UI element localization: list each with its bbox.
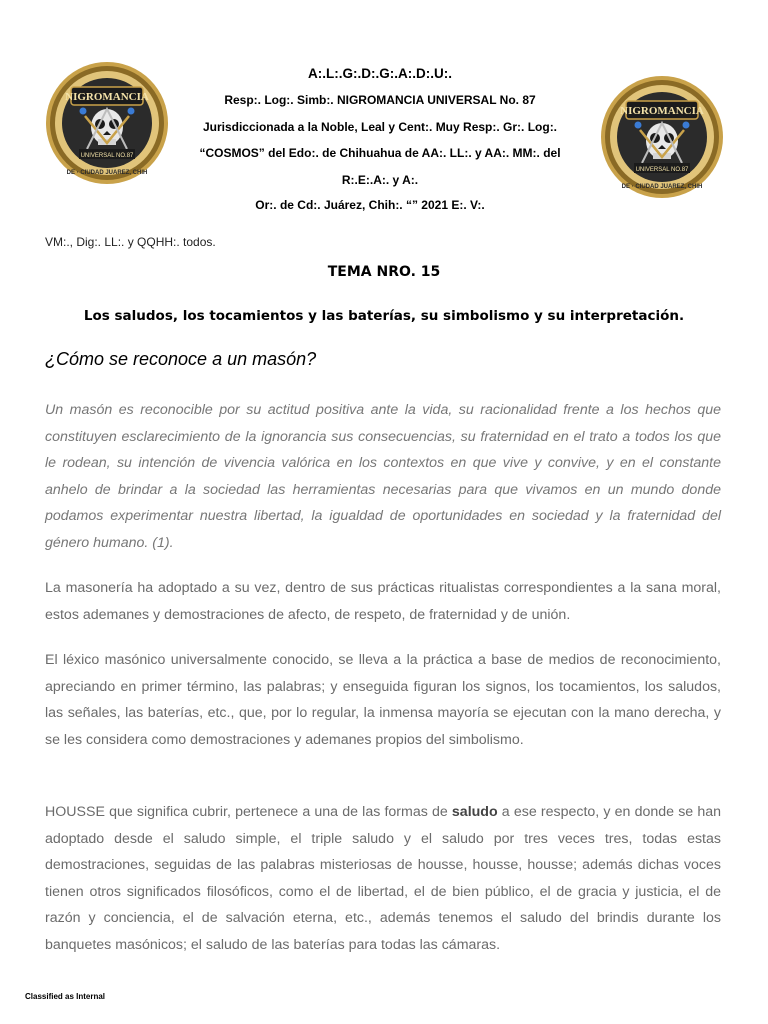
lodge-seal-right [600,75,724,199]
letterhead-line-3: Jurisdiccionada a la Noble, Leal y Cent:. Muy Resp:. Gr:. Log:. [202,120,558,134]
letterhead-line-4: “COSMOS” del Edo:. de Chihuahua de AA:. LL:. y AA:. MM:. del [199,146,561,160]
greeting: VM:., Dig:. LL:. y QQHH:. todos. [45,235,216,249]
lodge-seal-left [45,61,169,185]
paragraph-3: El léxico masónico universalmente conocido, se lleva a la práctica a base de medios de reconocimiento, apreciando en primer término, las palabras; y enseguida figuran los signos, los tocamientos, los saludos, las señales, las baterías, etc., que, por lo regular, la inmensa mayoría se ejecutan con la mano derecha, y se les considera como demostraciones y ademanes propios del simbolismo. [45,652,721,748]
paragraph-1: Un masón es reconocible por su actitud positiva ante la vida, su racionalidad frente a los hechos que constituyen esclarecimiento de la ignorancia sus consecuencias, su fraternidad en el trato a todos los que le rodean, su intención de vivencia valórica en los contextos en que vive y convive, y en el constante anhelo de brindar a la sociedad las herramientas necesarias para que vivamos en un mundo donde podamos experimentar nuestra libertad, la igualdad de oportunidades en sociedad y la fraternidad del género humano. (1). [45,402,721,551]
letterhead-line-2: Resp:. Log:. Simb:. NIGROMANCIA UNIVERSAL No. 87 [224,93,536,107]
letterhead-line-5: R:.E:.A:. y A:. [341,173,419,187]
letterhead-line-6: Or:. de Cd:. Juárez, Chih:. “” 2021 E:. V:. [255,198,485,212]
seal-subtitle: UNIVERSAL NO.87 [80,153,134,159]
letterhead-line-1: A:.L:.G:.D:.G:.A:.D:.U:. [308,66,452,81]
topic-title: Los saludos, los tocamientos y las baterías, su simbolismo y su interpretación. [83,308,685,324]
paragraph-4-end: a ese respecto, y en donde se han adoptado desde el saludo simple, el triple saludo y el saludo por tres veces tres, todas estas demostraciones, seguidas de las palabras misteriosas de housse, housse, housse; además dichas voces tienen otros significados filosóficos, como el de libertad, el de bien público, el de gracia y justicia, el de razón y conciencia, el de salvación eterna, etc., además tenemos el saludo del brindis durante los banquetes masónicos; el saludo de las baterías para todas las cámaras. [45,804,722,953]
paragraph-4-start: HOUSSE que significa cubrir, pertenece a una de las formas de [45,804,452,820]
seal-title: NIGROMANCIA [620,105,704,117]
seal-title: NIGROMANCIA [65,91,149,103]
paragraph-2: La masonería ha adoptado a su vez, dentro de sus prácticas ritualistas correspondientes a la sana moral, estos ademanes y demostraciones de afecto, de respeto, de fraternidad y de unión. [45,580,721,623]
classification-label: Classified as Internal [25,992,106,1001]
seal-rim-text: DE · CIUDAD JUAREZ, CHIH [621,184,703,190]
topic-number: TEMA NRO. 15 [327,264,441,280]
section-heading: ¿Cómo se reconoce a un masón? [45,349,317,369]
seal-subtitle: UNIVERSAL NO.87 [635,167,689,173]
seal-rim-text: DE · CIUDAD JUAREZ, CHIH [66,170,148,176]
paragraph-4-bold: saludo [451,804,498,820]
paragraph-4 [45,799,721,959]
